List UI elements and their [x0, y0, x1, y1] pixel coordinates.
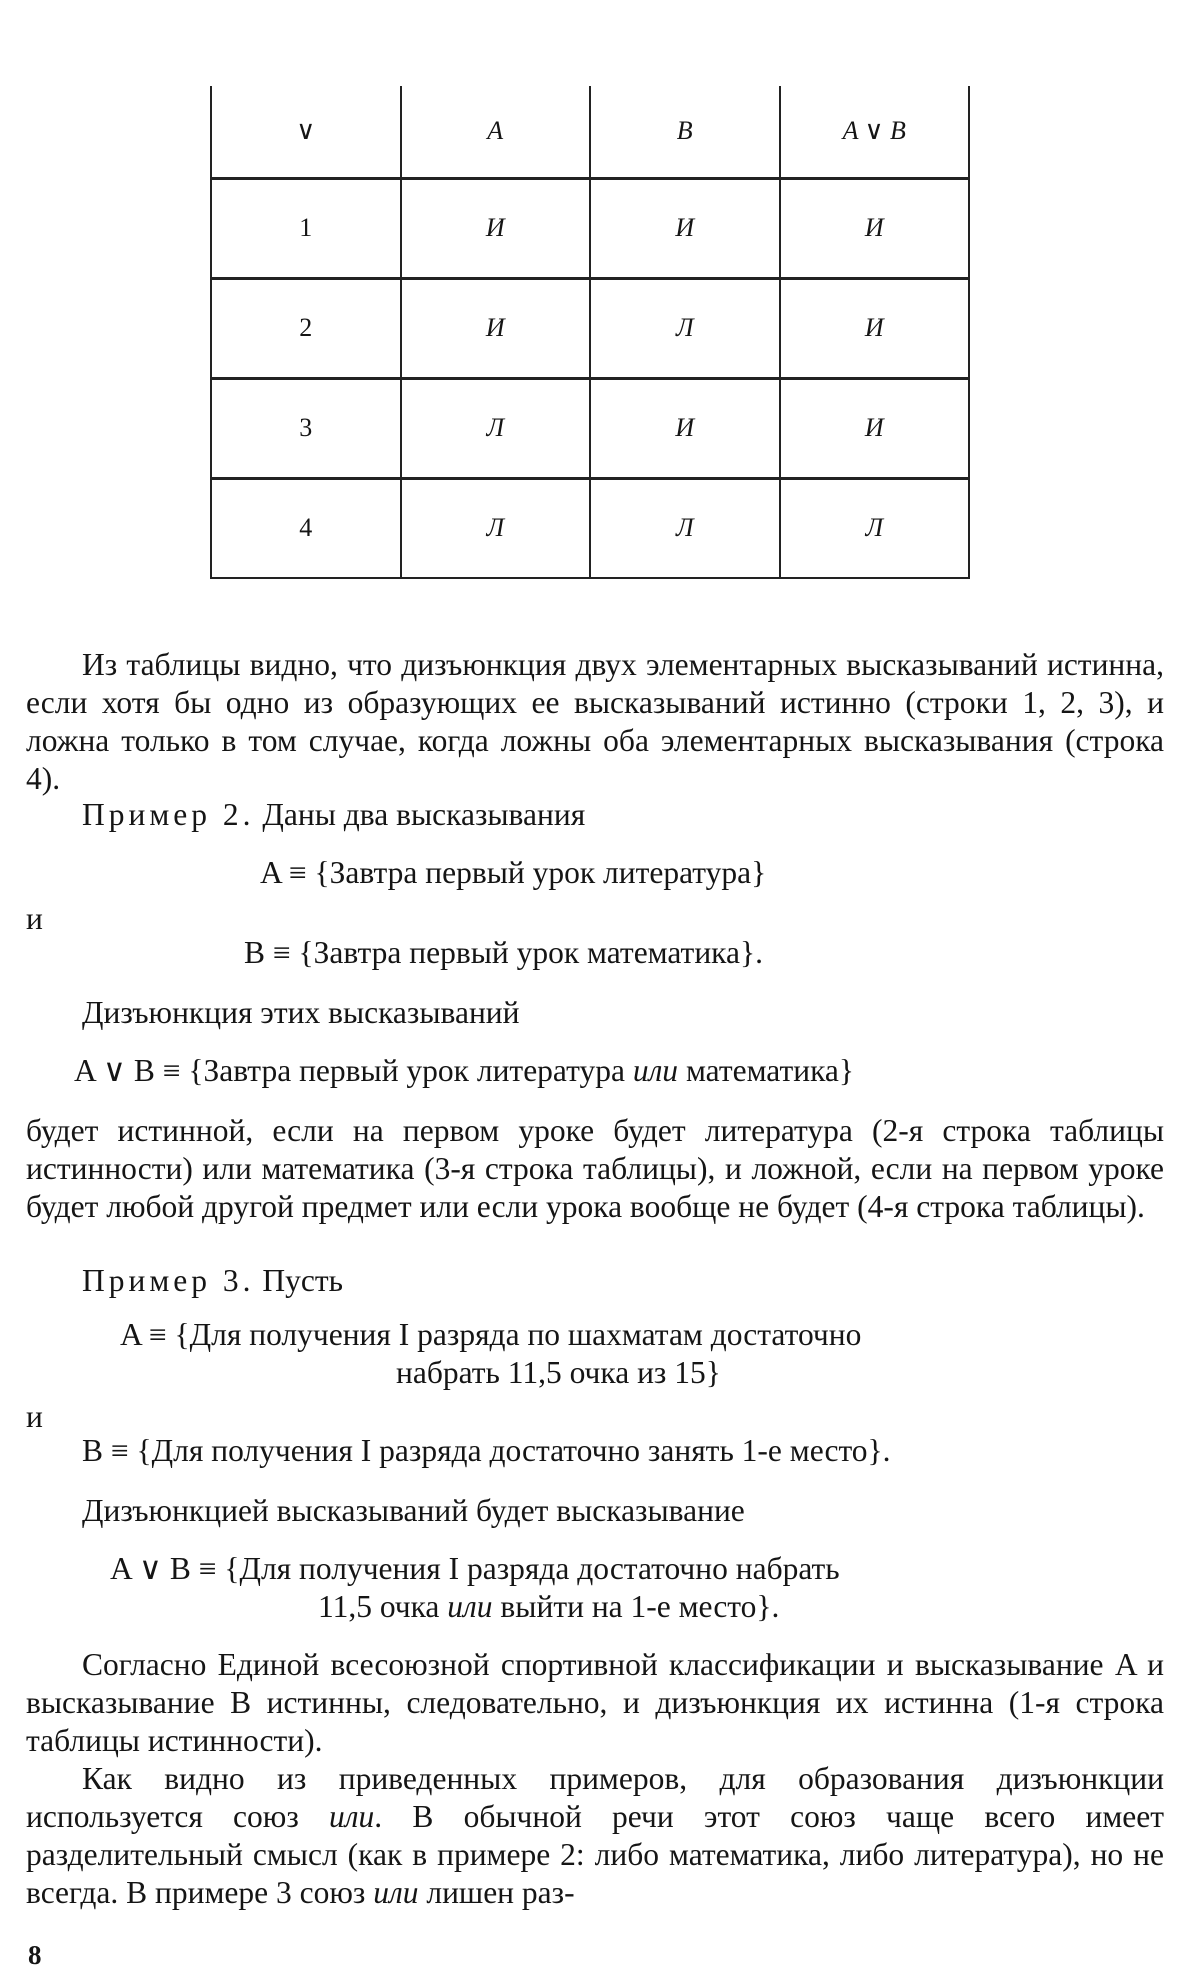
header-a-or-b: A ∨ B	[780, 86, 970, 178]
header-operator: ∨	[211, 86, 401, 178]
disjunction-intro-2: Дизъюнкцией высказываний будет высказывание	[82, 1493, 745, 1528]
conjunction-and: и	[26, 1399, 43, 1434]
row-number: 4	[211, 478, 401, 578]
cell-a-or-b: И	[780, 278, 970, 378]
paragraph-classification: Согласно Единой всесоюзной спортивной классификации и высказывание A и высказывание B истинны, следовательно, и дизъюнкция их истинна (1-я строка таблицы истинности).	[26, 1647, 1164, 1758]
table-row	[211, 178, 969, 278]
formula-a-or-b-lessons	[74, 1052, 854, 1090]
formula-a-or-b-chess-line1: A ∨ B ≡ {Для получения I разряда достаточно набрать	[110, 1551, 840, 1586]
disjunction-intro: Дизъюнкция этих высказываний	[82, 995, 520, 1030]
table-row	[211, 478, 969, 578]
paragraph-lessons-truth: будет истинной, если на первом уроке будет литература (2-я строка таблицы истинности) или математика (3-я строка таблицы), и ложной, если на первом уроке будет любой другой предмет или если урока вообще не будет (4-я строка таблицы).	[26, 1113, 1164, 1224]
or-word: или	[373, 1875, 419, 1910]
header-b: B	[590, 86, 780, 178]
formula-a-or-b-chess-line2	[318, 1588, 779, 1626]
example-2-heading	[26, 796, 1164, 834]
example-3-heading	[26, 1262, 1164, 1300]
truth-table	[210, 86, 970, 579]
header-a: A	[401, 86, 591, 178]
cell-a-or-b: И	[780, 178, 970, 278]
or-word: или	[329, 1799, 375, 1834]
cell-b: И	[590, 378, 780, 478]
cell-a: Л	[401, 478, 591, 578]
cell-b: Л	[590, 478, 780, 578]
formula-part: A ∨ B ≡ {Завтра первый урок литература	[74, 1053, 633, 1088]
text-part: . В обычной речи этот союз чаще всего имеет разделительный смысл (как в примере 2: либо математика, либо литература), но не всегда. В примере 3 союз	[26, 1799, 1164, 1910]
formula-a-chess-line2: набрать 11,5 очка из 15}	[396, 1355, 721, 1390]
formula-b-chess: B ≡ {Для получения I разряда достаточно занять 1-е место}.	[82, 1433, 891, 1468]
or-word: или	[447, 1589, 493, 1624]
cell-b: Л	[590, 278, 780, 378]
row-number: 3	[211, 378, 401, 478]
cell-a: Л	[401, 378, 591, 478]
conjunction-and: и	[26, 901, 43, 936]
row-number: 1	[211, 178, 401, 278]
formula-part: выйти на 1-е место}.	[492, 1589, 780, 1624]
example-label: Пример 2.	[82, 797, 255, 832]
page-number: 8	[28, 1940, 42, 1970]
example-text: Пусть	[262, 1263, 344, 1298]
cell-b: И	[590, 178, 780, 278]
formula-a-literature: A ≡ {Завтра первый урок литература}	[260, 855, 767, 890]
row-number: 2	[211, 278, 401, 378]
table-row	[211, 378, 969, 478]
or-word: или	[632, 1053, 679, 1088]
paragraph-or-usage	[26, 1760, 1164, 1912]
example-label: Пример 3.	[82, 1263, 255, 1298]
text-part: Как видно из приведенных примеров, для образования дизъюнкции используется союз	[26, 1761, 1164, 1834]
formula-part: 11,5 очка	[318, 1589, 448, 1624]
cell-a: И	[401, 278, 591, 378]
formula-a-chess-line1: A ≡ {Для получения I разряда по шахматам достаточно	[120, 1317, 862, 1352]
cell-a-or-b: Л	[780, 478, 970, 578]
cell-a-or-b: И	[780, 378, 970, 478]
paragraph-table-explanation: Из таблицы видно, что дизъюнкция двух элементарных высказываний истинна, если хотя бы одно из образующих ее высказываний истинно (строки 1, 2, 3), и ложна только в том случае, когда ложны оба элементарных высказывания (строка 4).	[26, 647, 1164, 796]
text-part: лишен раз-	[418, 1875, 575, 1910]
formula-part: математика}	[678, 1053, 855, 1088]
example-text: Даны два высказывания	[262, 797, 586, 832]
formula-b-math: B ≡ {Завтра первый урок математика}.	[244, 935, 763, 970]
cell-a: И	[401, 178, 591, 278]
table-row	[211, 278, 969, 378]
